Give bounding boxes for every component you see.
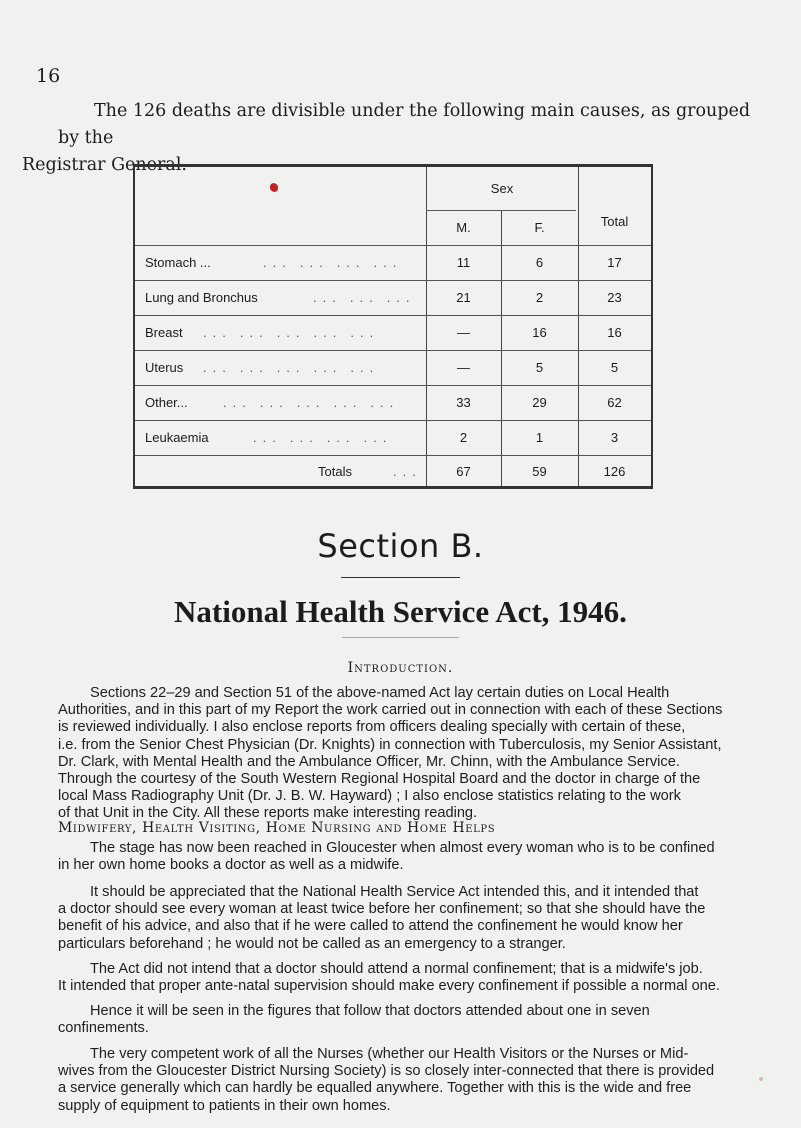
leader-dots: ... — [350, 360, 380, 375]
table-row-label: Stomach ... — [145, 255, 211, 270]
text-line: supply of equipment to patients in their own homes. — [58, 1097, 391, 1114]
competent-paragraph — [58, 1046, 760, 1115]
leader-dots: ... — [313, 290, 342, 305]
text-line: It intended that proper ante-natal supervision should make every confinement if possible a normal one. — [58, 978, 720, 995]
table-cell: 33 — [456, 395, 471, 410]
table-row-label: Breast — [145, 325, 183, 340]
header-female: F. — [534, 220, 545, 235]
totals-male: 67 — [456, 464, 471, 479]
midwifery-subheading: Midwifery, Health Visiting, Home Nursing and Home Helps — [58, 820, 496, 836]
hence-paragraph — [58, 1003, 760, 1037]
text-line: a service generally which can hardly be equalled anywhere. Together with this is the wide and free — [58, 1080, 692, 1097]
table-cell: 11 — [456, 255, 471, 270]
text-line: a doctor should see every woman at least twice before her confinement; so that she should have the — [58, 901, 706, 918]
table-cell: 17 — [607, 255, 622, 270]
table-cell: 5 — [610, 360, 619, 375]
leader-dots: ... — [253, 430, 282, 445]
leader-dots: ... — [336, 255, 366, 270]
leader-dots: ... — [393, 464, 422, 479]
leader-dots: ... — [299, 255, 329, 270]
totals-female: 59 — [532, 464, 547, 479]
leader-dots: ... — [370, 395, 400, 410]
red-mark-icon — [268, 182, 279, 194]
leader-dots: ... — [223, 395, 252, 410]
leader-dots: ... — [326, 430, 356, 445]
table-cell: 3 — [610, 430, 619, 445]
leader-dots: ... — [239, 325, 269, 340]
totals-label: Totals — [318, 464, 352, 479]
act-title: National Health Service Act, 1946. — [174, 594, 627, 629]
divider — [341, 577, 460, 578]
text-line: It should be appreciated that the National Health Service Act intended this, and it intended that — [90, 884, 699, 900]
stage-paragraph — [58, 840, 760, 874]
leader-dots: ... — [296, 395, 326, 410]
leader-dots: ... — [349, 290, 379, 305]
text-line: i.e. from the Senior Chest Physician (Dr. Knights) in connection with Tuberculosis, my Senior Assistant, — [58, 736, 722, 753]
table-cell: 62 — [607, 395, 622, 410]
leader-dots: ... — [203, 325, 232, 340]
table-cell: — — [457, 325, 470, 340]
table-cell: 1 — [535, 430, 544, 445]
table-row-label: Lung and Bronchus — [145, 290, 258, 305]
leader-dots: ... — [263, 255, 292, 270]
text-line: The stage has now been reached in Gloucester when almost every woman who is to be confined — [90, 840, 715, 856]
text-line: is reviewed individually. I also enclose reports from officers dealing specially with certain of these, — [58, 719, 686, 736]
table-row-label: Leukaemia — [145, 430, 209, 445]
header-sex: Sex — [490, 181, 514, 196]
table-cell: 21 — [456, 290, 471, 305]
totals-total: 126 — [603, 464, 626, 479]
text-line: wives from the Gloucester District Nursing Society) is so closely inter-connected that there is provided — [58, 1063, 715, 1080]
text-line: Sections 22–29 and Section 51 of the above-named Act lay certain duties on Local Health — [90, 685, 670, 701]
text-line: The very competent work of all the Nurses (whether our Health Visitors or the Nurses or Mid- — [90, 1046, 689, 1062]
intro-line: The 126 deaths are divisible under the following main causes, as grouped by the — [58, 101, 751, 148]
text-line: local Mass Radiography Unit (Dr. J. B. W. Hayward) ; I also enclose statistics relating to the work — [58, 788, 681, 805]
text-line: The Act did not intend that a doctor should attend a normal confinement; that is a midwife's job. — [90, 961, 703, 977]
text-line: benefit of his advice, and also that if he were called to attend the confinement he would know her — [58, 918, 683, 935]
leader-dots: ... — [276, 360, 306, 375]
intro-line: Registrar General. — [22, 155, 187, 175]
leader-dots: ... — [333, 395, 363, 410]
table-cell: 16 — [532, 325, 547, 340]
leader-dots: ... — [373, 255, 403, 270]
appreciated-paragraph — [58, 884, 760, 953]
table-cell: 23 — [607, 290, 622, 305]
header-total: Total — [600, 213, 629, 229]
table-row-label: Uterus — [145, 360, 184, 375]
text-line: confinements. — [58, 1020, 149, 1037]
leader-dots: ... — [289, 430, 319, 445]
table-cell: 6 — [535, 255, 544, 270]
table-cell: 5 — [535, 360, 544, 375]
table-cell: 2 — [459, 430, 468, 445]
table-row-label: Other... — [145, 395, 188, 410]
leader-dots: ... — [259, 395, 289, 410]
divider — [342, 637, 459, 638]
table-cell: 2 — [535, 290, 544, 305]
causes-of-death-table — [133, 164, 653, 489]
text-line: in her own home books a doctor as well as a midwife. — [58, 857, 404, 874]
act-paragraph — [58, 961, 760, 995]
table-cell: — — [457, 360, 470, 375]
page-number: 16 — [36, 65, 61, 87]
text-line: of that Unit in the City. All these reports make interesting reading. — [58, 805, 478, 822]
leader-dots: ... — [363, 430, 393, 445]
header-male: M. — [456, 220, 471, 235]
text-line: Authorities, and in this part of my Report the work carried out in connection with each of these Sections — [58, 702, 723, 719]
leader-dots: ... — [386, 290, 416, 305]
paper-speck — [759, 1077, 763, 1081]
text-line: Dr. Clark, with Mental Health and the Ambulance Officer, Mr. Chinn, with the Ambulance Service. — [58, 753, 680, 770]
section-title: Section B. — [317, 527, 484, 565]
leader-dots: ... — [350, 325, 380, 340]
leader-dots: ... — [313, 325, 343, 340]
leader-dots: ... — [313, 360, 343, 375]
text-line: Through the courtesy of the South Western Regional Hospital Board and the doctor in charge of the — [58, 771, 701, 788]
table-cell: 16 — [607, 325, 622, 340]
leader-dots: ... — [203, 360, 232, 375]
leader-dots: ... — [239, 360, 269, 375]
introduction-paragraph — [58, 685, 760, 823]
leader-dots: ... — [276, 325, 306, 340]
text-line: particulars beforehand ; he would not be called as an emergency to a stranger. — [58, 935, 566, 952]
text-line: Hence it will be seen in the figures that follow that doctors attended about one in seven — [90, 1003, 650, 1019]
introduction-heading: Introduction. — [347, 660, 454, 676]
table-cell: 29 — [532, 395, 547, 410]
